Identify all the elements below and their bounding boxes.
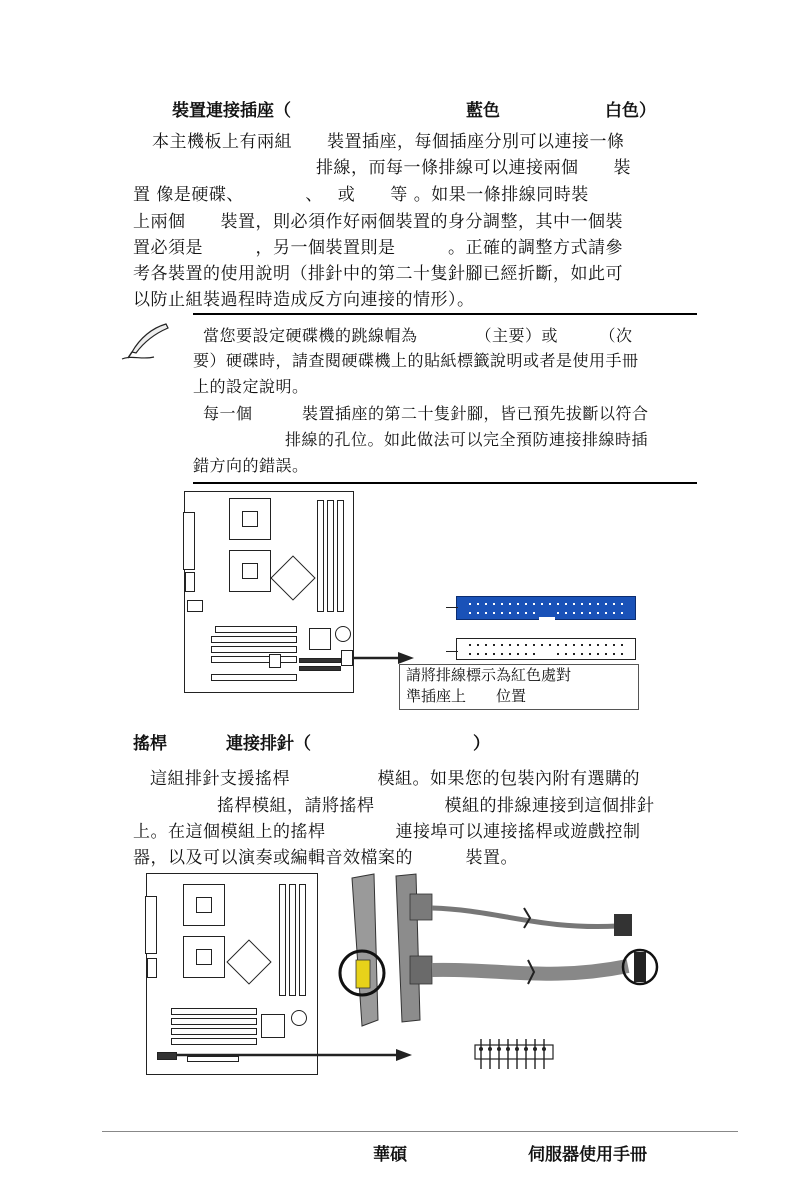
pci-slot: [211, 646, 297, 653]
footer-brand: 華碩: [373, 1145, 407, 1165]
dimm-slot: [279, 884, 286, 996]
northbridge-chip: [270, 555, 315, 600]
footer-title: 伺服器使用手冊: [528, 1145, 647, 1165]
pci-slot: [211, 656, 297, 663]
section1-line-3: 置 像是硬碟、 、 或 等 。如果一條排線同時裝: [133, 185, 589, 205]
section1-line-1: 本主機板上有兩組 裝置插座，每個插座分別可以連接一條: [152, 132, 625, 152]
pin1-leader-line: [446, 651, 458, 652]
footer-rule: [102, 1131, 738, 1132]
pin1-leader-line: [446, 607, 458, 608]
section1-line-6: 考各裝置的使用說明（排針中的第二十隻針腳已經折斷，如此可: [133, 264, 623, 284]
io-port: [185, 572, 195, 592]
figure1-caption-box: [399, 664, 639, 710]
dimm-slot: [327, 500, 334, 612]
section2-line-3: 上。在這個模組上的搖桿 連接埠可以連接搖桿或遊戲控制: [133, 822, 641, 842]
note-line-3: 上的設定說明。: [193, 377, 309, 396]
note-line-2: 要）硬碟時，請查閱硬碟機上的貼紙標籤說明或者是使用手冊: [193, 351, 639, 370]
note-bottom-rule: [193, 482, 697, 484]
section2-line-2: 搖桿模組，請將搖桿 模組的排線連接到這個排針: [217, 796, 655, 816]
io-port: [183, 512, 195, 570]
primary-ide-connector-blue: [456, 596, 636, 620]
note-line-5: 排線的孔位。如此做法可以完全預防連接排線時插: [285, 430, 649, 449]
battery: [291, 1010, 307, 1026]
game-port-header-highlight: [157, 1052, 177, 1060]
section1-heading-part3: 白色）: [605, 101, 656, 121]
section2-heading-part2: 連接排針（: [226, 734, 311, 754]
section2-heading-part3: ）: [473, 734, 490, 754]
pci-slot: [171, 1038, 257, 1045]
section2-line-1: 這組排針支援搖桿 模組。如果您的包裝內附有選購的: [150, 769, 640, 789]
dimm-slot: [317, 500, 324, 612]
game-port-module-illustration: [338, 870, 668, 1030]
dimm-slot: [337, 500, 344, 612]
motherboard-diagram-2: [146, 873, 318, 1075]
cpu-socket-2: [229, 550, 271, 592]
quill-note-icon: [118, 322, 176, 362]
section1-line-2: 排線，而每一條排線可以連接兩個 裝: [316, 158, 631, 178]
io-port: [187, 600, 203, 612]
pci-slot: [171, 1008, 257, 1015]
note-line-6: 錯方向的錯誤。: [193, 456, 309, 475]
cpu-socket-1: [229, 498, 271, 540]
io-port: [145, 896, 157, 954]
section1-line-4: 上兩個 裝置，則必須作好兩個裝置的身分調整，其中一個裝: [133, 212, 623, 232]
arrow-icon: [352, 650, 414, 664]
figure1-caption-line1: 請將排線標示為紅色處對: [406, 666, 572, 684]
northbridge-chip: [226, 939, 271, 984]
secondary-ide-connector-white: [456, 638, 636, 660]
pci-slot: [171, 1018, 257, 1025]
pci-slot: [215, 626, 297, 633]
note-line-4: 每一個 裝置插座的第二十隻針腳，皆已預先拔斷以符合: [203, 404, 649, 423]
cpu-socket-1: [183, 884, 225, 926]
pci-slot: [211, 636, 297, 643]
dimm-slot: [289, 884, 296, 996]
dimm-slot: [299, 884, 306, 996]
io-port: [147, 958, 157, 978]
battery: [335, 626, 351, 642]
ide-connector-highlight: [299, 666, 341, 671]
southbridge-chip: [309, 628, 331, 650]
motherboard-diagram-1: [184, 491, 354, 693]
cpu-socket-2: [183, 936, 225, 978]
note-top-rule: [193, 313, 697, 315]
pci-slot: [171, 1028, 257, 1035]
section1-heading-part1: 裝置連接插座（: [172, 101, 291, 121]
section2-line-4: 器，以及可以演奏或編輯音效檔案的 裝置。: [133, 848, 518, 868]
ide-connector-highlight: [299, 658, 341, 663]
game-port-header-pins: [473, 1039, 557, 1073]
figure1-caption-line2: 準插座上 位置: [406, 687, 527, 705]
section1-line-5: 置必須是 ，另一個裝置則是 。正確的調整方式請參: [133, 238, 623, 258]
pci-slot: [211, 674, 297, 681]
section2-heading-part1: 搖桿: [133, 734, 167, 754]
southbridge-chip: [261, 1014, 285, 1038]
chip: [269, 654, 281, 668]
arrow-icon: [176, 1047, 412, 1061]
section1-line-7: 以防止組裝過程時造成反方向連接的情形）。: [133, 290, 475, 310]
note-line-1: 當您要設定硬碟機的跳線帽為 （主要）或 （次: [203, 326, 633, 345]
section1-heading-part2: 藍色: [466, 101, 500, 121]
